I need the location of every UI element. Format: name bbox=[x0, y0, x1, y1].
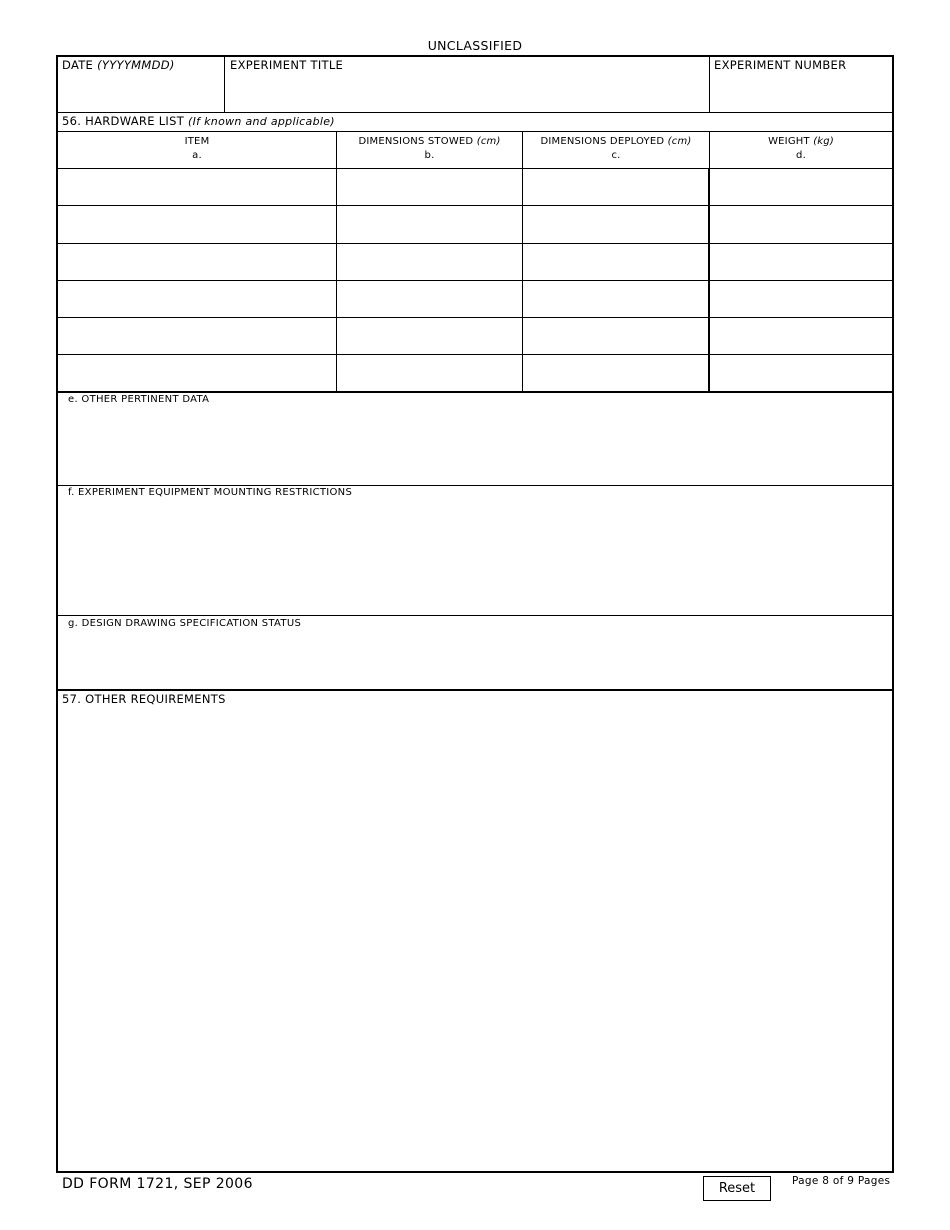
column-letter: d. bbox=[796, 150, 806, 161]
weight-input[interactable] bbox=[714, 246, 888, 278]
design-drawing-status-input[interactable] bbox=[68, 634, 884, 686]
date-format-hint: (YYYYMMDD) bbox=[97, 58, 175, 72]
column-unit: (cm) bbox=[476, 136, 501, 147]
divider bbox=[58, 689, 892, 691]
divider bbox=[58, 485, 892, 486]
hardware-item-input[interactable] bbox=[62, 209, 332, 241]
dimensions-deployed-input[interactable] bbox=[527, 320, 705, 352]
column-header-dimensions-deployed bbox=[523, 135, 709, 163]
weight-input[interactable] bbox=[714, 283, 888, 315]
hardware-list-label: 56. HARDWARE LIST bbox=[62, 114, 185, 128]
hardware-item-input[interactable] bbox=[62, 283, 332, 315]
form-identifier: DD FORM 1721, SEP 2006 bbox=[62, 1176, 253, 1192]
dimensions-stowed-input[interactable] bbox=[341, 246, 519, 278]
divider bbox=[58, 131, 892, 132]
divider bbox=[58, 280, 892, 281]
hardware-item-input[interactable] bbox=[62, 171, 332, 203]
other-pertinent-data-input[interactable] bbox=[68, 410, 884, 482]
hardware-list-qualifier: (If known and applicable) bbox=[188, 115, 335, 128]
column-label: ITEM bbox=[184, 136, 210, 147]
divider bbox=[522, 131, 523, 392]
weight-input[interactable] bbox=[714, 320, 888, 352]
other-requirements-input[interactable] bbox=[62, 711, 886, 1166]
dimensions-stowed-input[interactable] bbox=[341, 357, 519, 389]
column-header-item bbox=[58, 135, 336, 163]
column-label: DIMENSIONS DEPLOYED bbox=[540, 136, 665, 147]
column-label: DIMENSIONS STOWED bbox=[358, 136, 474, 147]
dimensions-stowed-input[interactable] bbox=[341, 283, 519, 315]
hardware-list-heading bbox=[62, 114, 335, 128]
divider bbox=[58, 391, 892, 393]
column-label: WEIGHT bbox=[768, 136, 810, 147]
dimensions-deployed-input[interactable] bbox=[527, 246, 705, 278]
other-pertinent-data-label: e. OTHER PERTINENT DATA bbox=[68, 394, 210, 405]
column-header-dimensions-stowed bbox=[337, 135, 522, 163]
weight-input[interactable] bbox=[714, 357, 888, 389]
dimensions-stowed-input[interactable] bbox=[341, 171, 519, 203]
mounting-restrictions-label: f. EXPERIMENT EQUIPMENT MOUNTING RESTRICTIONS bbox=[68, 487, 353, 498]
hardware-item-input[interactable] bbox=[62, 320, 332, 352]
date-label bbox=[62, 58, 175, 72]
date-input[interactable] bbox=[62, 79, 220, 107]
column-letter: c. bbox=[611, 150, 621, 161]
divider bbox=[58, 243, 892, 244]
dimensions-deployed-input[interactable] bbox=[527, 357, 705, 389]
divider bbox=[709, 131, 710, 168]
column-letter: a. bbox=[192, 150, 202, 161]
divider bbox=[58, 354, 892, 355]
weight-input[interactable] bbox=[714, 171, 888, 203]
classification-banner: UNCLASSIFIED bbox=[427, 38, 523, 53]
divider bbox=[224, 57, 225, 112]
design-drawing-status-label: g. DESIGN DRAWING SPECIFICATION STATUS bbox=[68, 618, 302, 629]
column-unit: (kg) bbox=[813, 136, 834, 147]
divider bbox=[709, 57, 710, 112]
dimensions-deployed-input[interactable] bbox=[527, 283, 705, 315]
hardware-item-input[interactable] bbox=[62, 357, 332, 389]
divider bbox=[336, 131, 337, 392]
dimensions-stowed-input[interactable] bbox=[341, 209, 519, 241]
column-letter: b. bbox=[424, 150, 435, 161]
form-page bbox=[56, 55, 894, 1173]
dimensions-deployed-input[interactable] bbox=[527, 171, 705, 203]
experiment-number-input[interactable] bbox=[714, 79, 888, 107]
divider bbox=[58, 205, 892, 206]
mounting-restrictions-input[interactable] bbox=[68, 503, 884, 613]
divider bbox=[58, 615, 892, 616]
divider bbox=[58, 112, 892, 113]
column-header-weight bbox=[710, 135, 892, 163]
weight-input[interactable] bbox=[714, 209, 888, 241]
experiment-title-label: EXPERIMENT TITLE bbox=[230, 58, 344, 72]
hardware-item-input[interactable] bbox=[62, 246, 332, 278]
date-label-text: DATE bbox=[62, 58, 94, 72]
column-unit: (cm) bbox=[667, 136, 692, 147]
divider bbox=[58, 168, 892, 169]
divider bbox=[58, 317, 892, 318]
experiment-number-label: EXPERIMENT NUMBER bbox=[714, 58, 847, 72]
dimensions-deployed-input[interactable] bbox=[527, 209, 705, 241]
experiment-title-input[interactable] bbox=[230, 79, 706, 107]
other-requirements-label: 57. OTHER REQUIREMENTS bbox=[62, 692, 226, 706]
reset-button[interactable]: Reset bbox=[703, 1176, 771, 1201]
dimensions-stowed-input[interactable] bbox=[341, 320, 519, 352]
page-number: Page 8 of 9 Pages bbox=[792, 1175, 891, 1187]
